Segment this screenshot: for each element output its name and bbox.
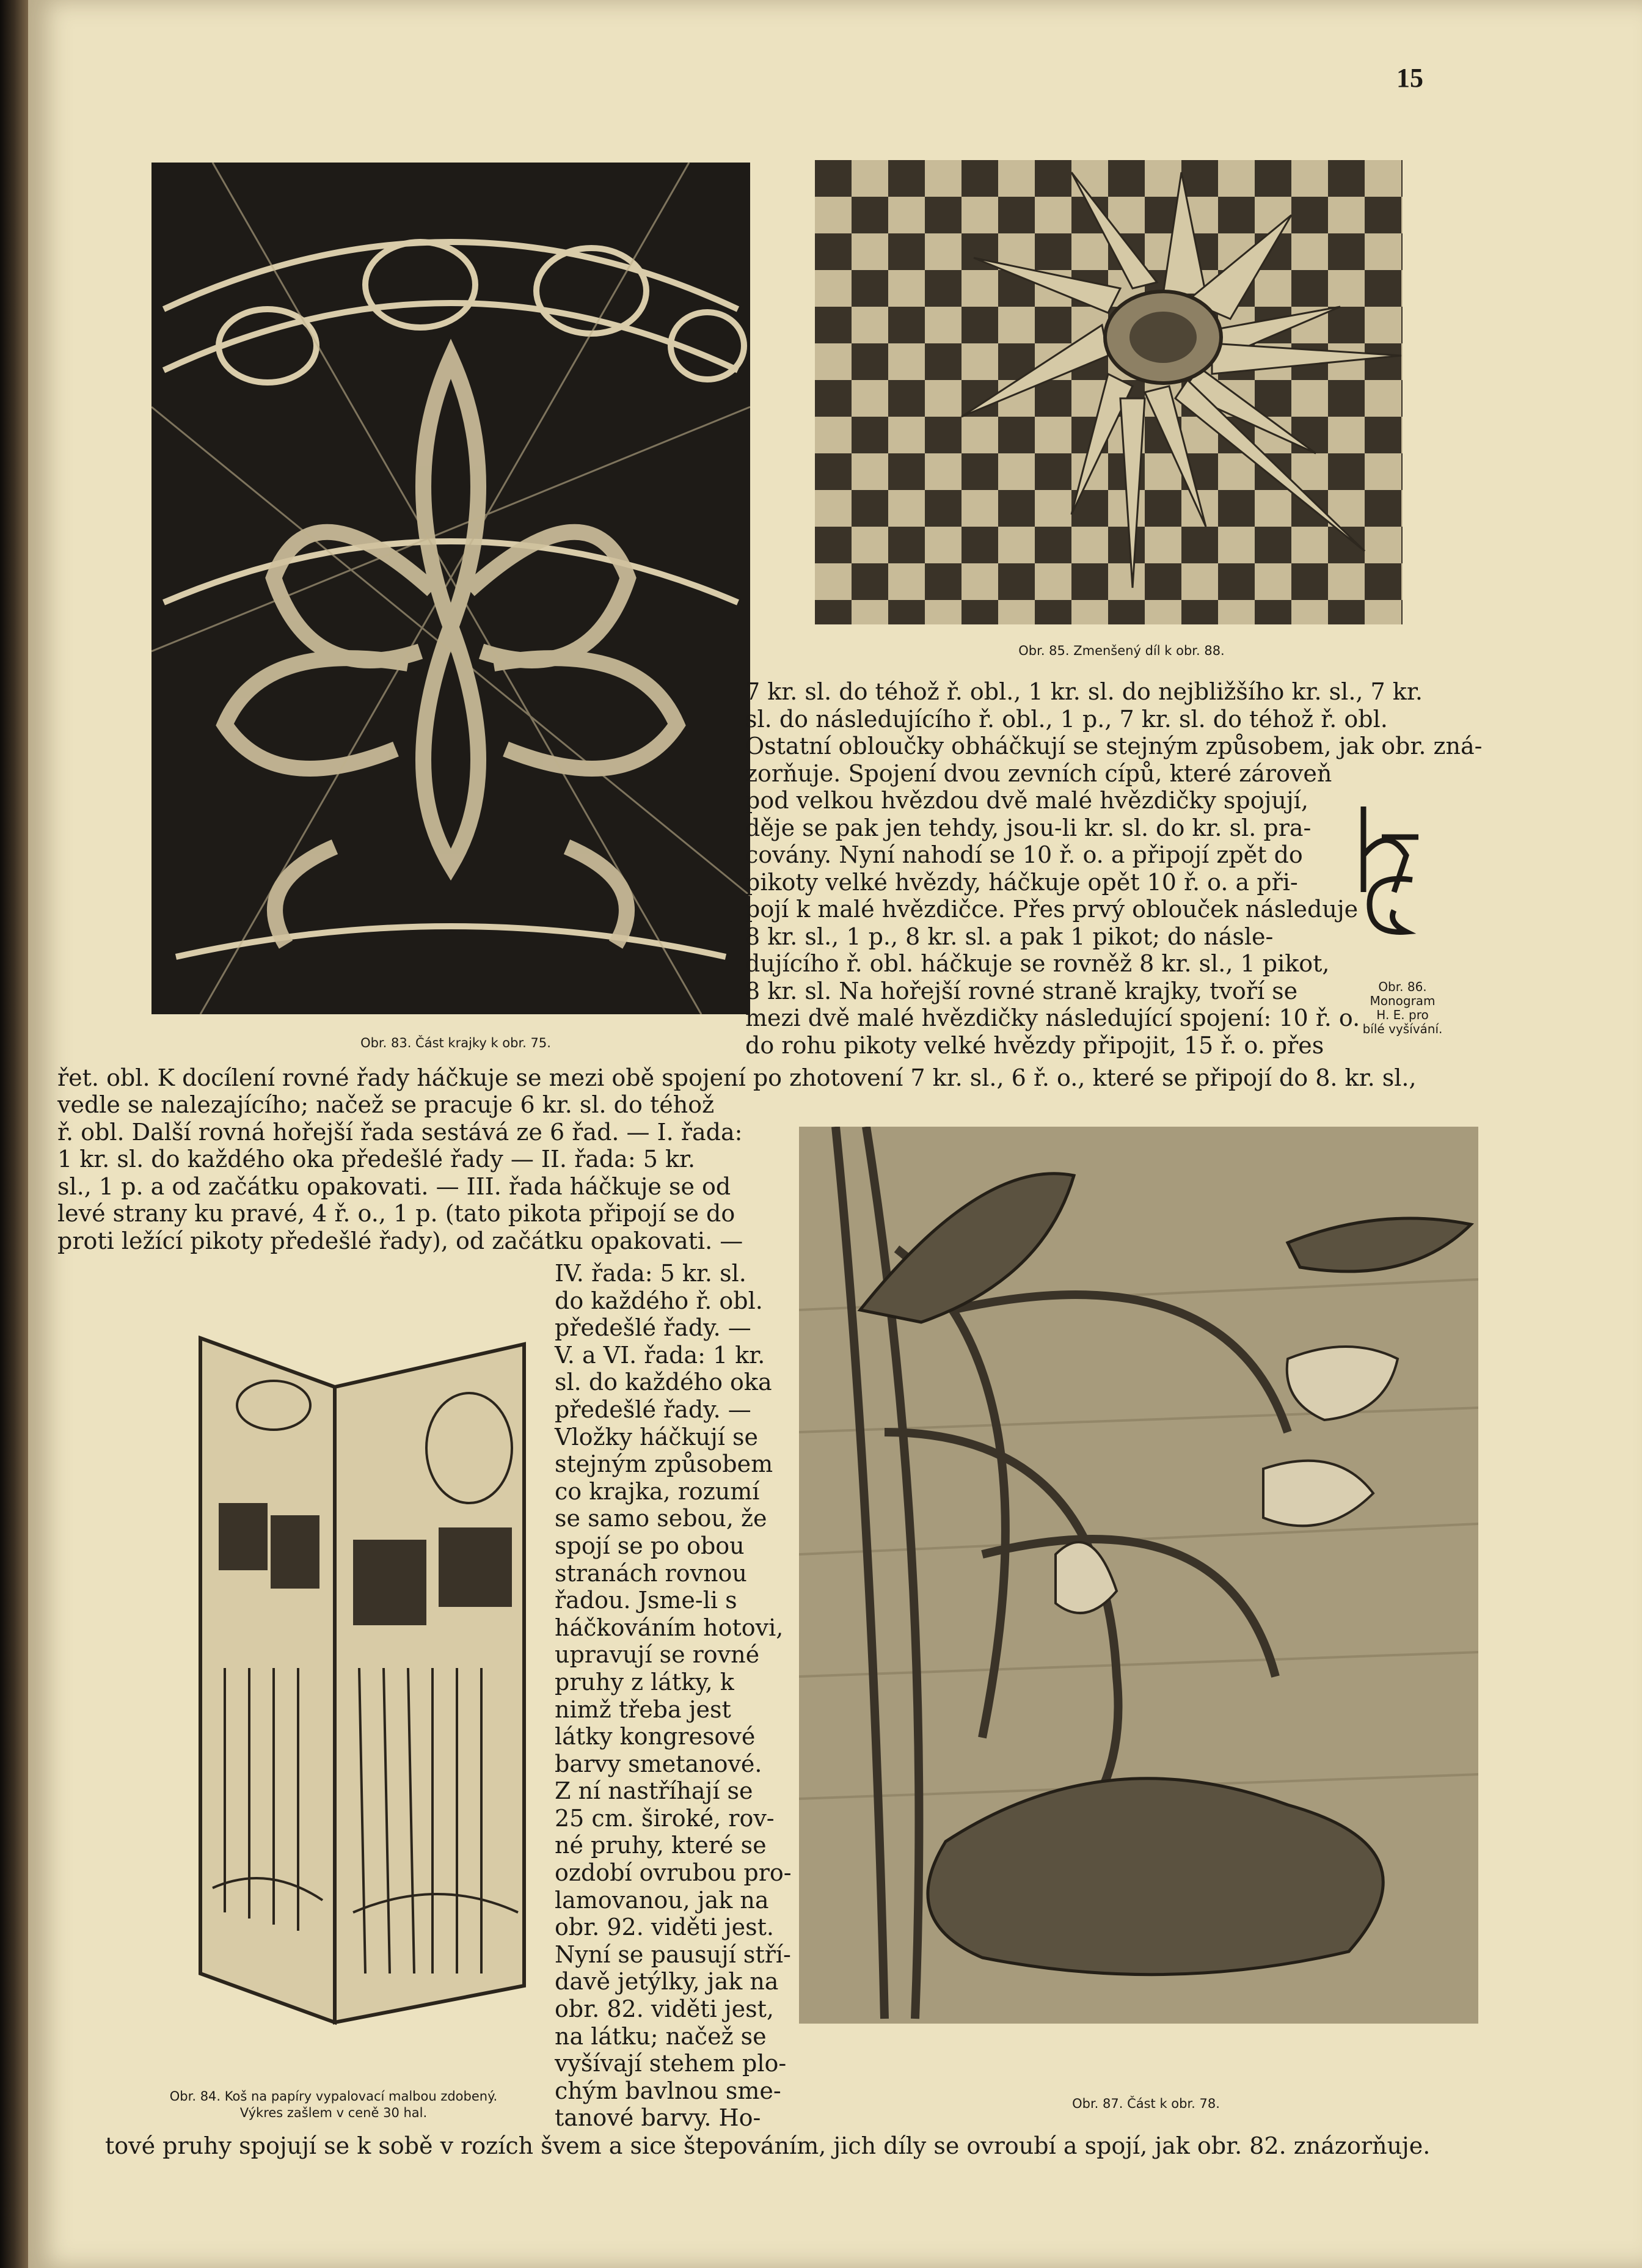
figure-86-monogram-image — [1345, 800, 1431, 947]
text-line: Nyní se pausují stří- — [555, 1941, 791, 1968]
figure-87-waterlily-image — [799, 1127, 1478, 2024]
paragraph-narrow-column — [555, 1260, 792, 2132]
text-line: Z ní nastříhají se — [555, 1777, 753, 1805]
text-line: V. a VI. řada: 1 kr. — [555, 1341, 765, 1369]
text-line: 8 kr. sl. Na hořejší rovné straně krajky, tvoří se — [745, 977, 1298, 1004]
text-line: předešlé řady. — — [555, 1396, 751, 1423]
text-line: děje se pak jen tehdy, jsou-li kr. sl. do kr. sl. pra- — [745, 814, 1312, 841]
text-line: obr. 92. viděti jest. — [555, 1914, 774, 1941]
book-spine — [0, 0, 28, 2268]
caption-line: Obr. 86. — [1378, 979, 1427, 994]
figure-83-caption: Obr. 83. Část krajky k obr. 75. — [360, 1036, 551, 1050]
text-line: mezi dvě malé hvězdičky následující spojení: 10 ř. o. — [745, 1004, 1360, 1031]
text-line: spojí se po obou — [555, 1532, 745, 1559]
text-line: Ostatní obloučky obháčkují se stejným způsobem, jak obr. zná- — [745, 733, 1483, 759]
text-line: dujícího ř. obl. háčkuje se rovněž 8 kr. sl., 1 pikot, — [745, 950, 1330, 977]
text-line: pojí k malé hvězdičce. Přes prvý oblouček následuje — [745, 896, 1359, 923]
text-line: ozdobí ovrubou pro- — [555, 1859, 792, 1887]
text-line: se samo sebou, že — [555, 1505, 767, 1532]
text-line: stejným způsobem — [555, 1450, 773, 1478]
text-line: háčkováním hotovi, — [555, 1614, 784, 1641]
text-line: ř. obl. Další rovná hořejší řada sestává ze 6 řad. — I. řada: — [57, 1118, 743, 1146]
text-line: covány. Nyní nahodí se 10 ř. o. a připojí zpět do — [745, 841, 1303, 868]
text-line: né pruhy, které se — [555, 1832, 767, 1859]
text-line: do každého ř. obl. — [555, 1287, 763, 1314]
figure-86-caption — [1341, 980, 1464, 1036]
text-line: sl. do následujícího ř. obl., 1 p., 7 kr. sl. do téhož ř. obl. — [745, 705, 1388, 733]
page — [28, 0, 1642, 2268]
caption-line: bílé vyšívání. — [1362, 1022, 1443, 1036]
text-line: Vložky háčkují se — [555, 1423, 758, 1450]
figure-87-caption: Obr. 87. Část k obr. 78. — [1072, 2096, 1220, 2111]
text-line: lamovanou, jak na — [555, 1886, 769, 1914]
text-line: pikoty velké hvězdy, háčkuje opět 10 ř. o. a při- — [745, 868, 1298, 896]
text-line: 7 kr. sl. do téhož ř. obl., 1 kr. sl. do nejbližšího kr. sl., 7 kr. — [745, 678, 1423, 705]
figure-84-caption — [101, 2088, 566, 2121]
text-line: barvy smetanové. — [555, 1750, 762, 1777]
text-line: levé strany ku pravé, 4 ř. o., 1 p. (tato pikota připojí se do — [57, 1200, 735, 1227]
text-line: vyšívají stehem plo- — [555, 2050, 787, 2077]
text-line-last: tové pruhy spojují se k sobě v rozích švem a sice štepováním, jich díly se ovroubí a spojí, jak obr. 82. znázorňuje. — [105, 2132, 1431, 2159]
figure-84-basket-image — [164, 1301, 567, 2083]
text-line: látky kongresové — [555, 1723, 756, 1750]
text-line: předešlé řady. — — [555, 1314, 751, 1342]
text-line: řadou. Jsme-li s — [555, 1587, 737, 1614]
text-line-full-width: řet. obl. K docílení rovné řady háčkuje se mezi obě spojení po zhotovení 7 kr. sl., 6 ř. o., které se připojí do 8. kr. sl., — [57, 1064, 1417, 1091]
text-line: sl. do každého oka — [555, 1369, 772, 1396]
figure-85-flower-image — [815, 160, 1403, 624]
text-line: na látku; načež se — [555, 2022, 767, 2050]
text-line: sl., 1 p. a od začátku opakovati. — III. řada háčkuje se od — [57, 1172, 731, 1200]
text-line: stranách rovnou — [555, 1559, 747, 1587]
caption-line: Výkres zašlem v ceně 30 hal. — [239, 2105, 428, 2120]
caption-line: Obr. 84. Koš na papíry vypalovací malbou zdobený. — [169, 2089, 498, 2104]
text-line: co krajka, rozumí — [555, 1477, 760, 1505]
page-number: 15 — [1396, 63, 1423, 93]
text-line: zorňuje. Spojení dvou zevních cípů, které zároveň — [745, 759, 1332, 787]
text-line: vedle se nalezajícího; načež se pracuje 6 kr. sl. do téhož — [57, 1091, 715, 1118]
figure-83-lace-image — [151, 163, 750, 1014]
text-line: proti ležící pikoty předešlé řady), od začátku opakovati. — — [57, 1227, 743, 1254]
text-line: davě jetýlky, jak na — [555, 1968, 779, 1995]
paragraph-left-mid — [57, 1091, 784, 1254]
text-line: pruhy z látky, k — [555, 1668, 734, 1696]
text-line: 8 kr. sl., 1 p., 8 kr. sl. a pak 1 pikot; do násle- — [745, 923, 1274, 950]
text-line: upravují se rovné — [555, 1641, 760, 1669]
text-line: nimž třeba jest — [555, 1696, 731, 1723]
text-line: tanové barvy. Ho- — [555, 2104, 761, 2132]
caption-line: Monogram — [1370, 993, 1436, 1008]
text-line: IV. řada: 5 kr. sl. — [555, 1260, 746, 1287]
text-line: 25 cm. široké, rov- — [555, 1804, 775, 1832]
text-line: obr. 82. viděti jest, — [555, 1995, 774, 2023]
text-line: chým bavlnou sme- — [555, 2077, 781, 2104]
text-line: do rohu pikoty velké hvězdy připojit, 15 ř. o. přes — [745, 1031, 1324, 1059]
figure-85-caption: Obr. 85. Zmenšený díl k obr. 88. — [1018, 643, 1225, 658]
caption-line: H. E. pro — [1376, 1008, 1429, 1022]
text-line: pod velkou hvězdou dvě malé hvězdičky spojují, — [745, 787, 1308, 814]
text-line: 1 kr. sl. do každého oka předešlé řady — II. řada: 5 kr. — [57, 1146, 696, 1172]
